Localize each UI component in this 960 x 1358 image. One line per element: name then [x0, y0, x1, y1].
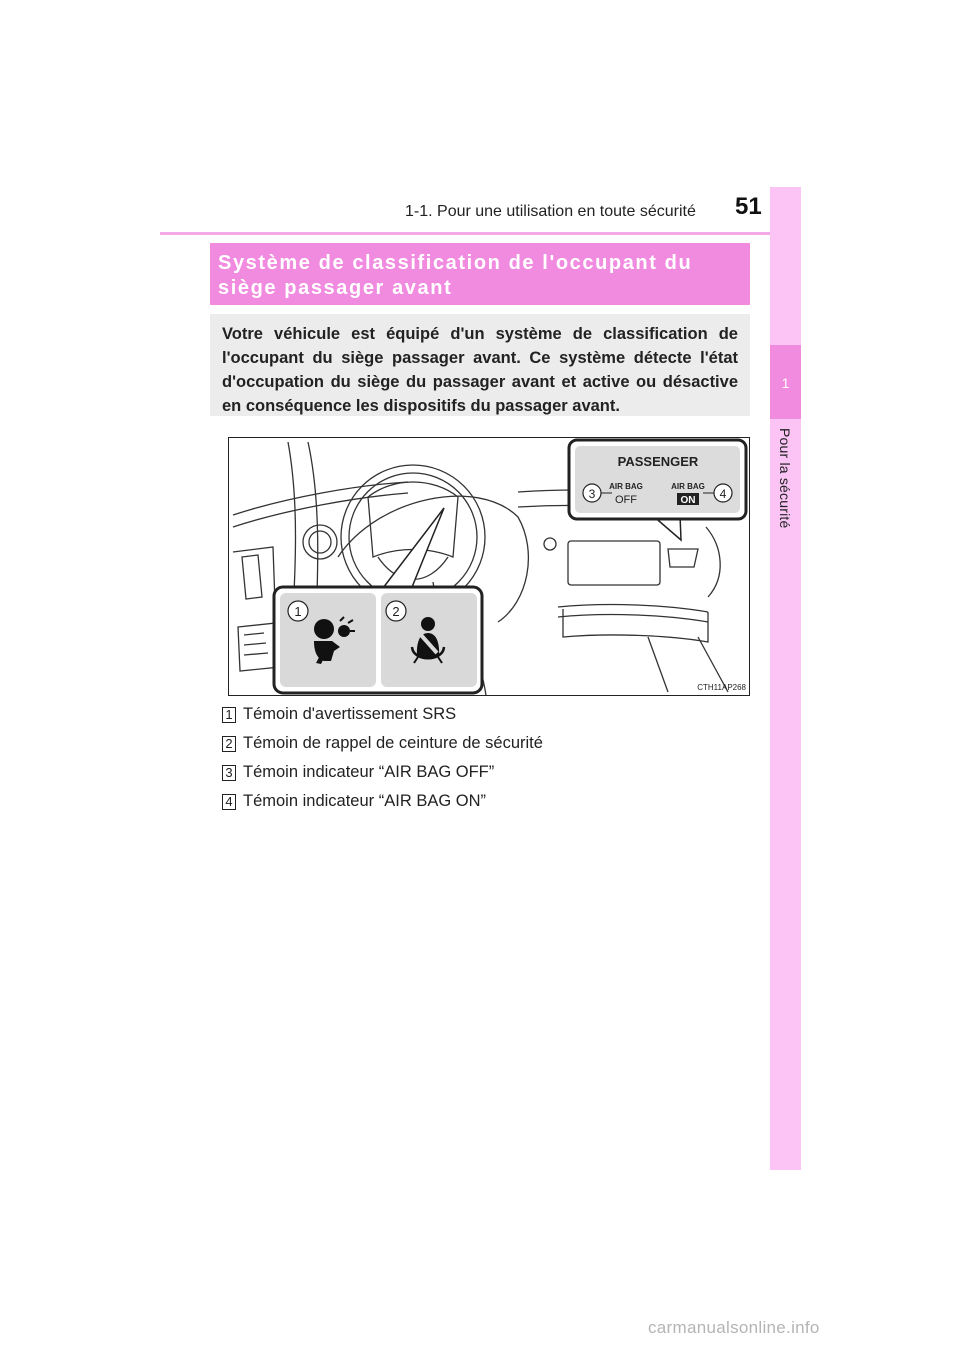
callout-label-1: 1 [294, 604, 302, 619]
section-title-line-1: Système de classification de l'occupant du [218, 252, 693, 274]
legend-list [222, 700, 762, 816]
dashboard-illustration [228, 437, 750, 696]
legend-number-badge: 3 [222, 765, 236, 781]
section-title [210, 243, 750, 305]
legend-number-badge: 1 [222, 707, 236, 723]
callout-badge-4 [714, 484, 732, 502]
legend-item [222, 787, 762, 816]
callout-label-3: 3 [588, 487, 596, 501]
airbag-off-top-label: AIR BAG [609, 482, 643, 491]
header-rule [160, 232, 800, 235]
legend-text: Témoin d'avertissement SRS [243, 705, 457, 723]
legend-number-badge: 2 [222, 736, 236, 752]
legend-number-badge: 4 [222, 794, 236, 810]
airbag-on-bottom-label: ON [680, 495, 696, 506]
legend-item [222, 700, 762, 729]
airbag-off-bottom-label: OFF [615, 494, 637, 506]
airbag-on-top-label: AIR BAG [671, 482, 705, 491]
callout-badge-3 [583, 484, 601, 502]
legend-item [222, 729, 762, 758]
watermark: carmanualsonline.info [648, 1318, 820, 1337]
legend-text: Témoin de rappel de ceinture de sécurité [243, 734, 543, 752]
callout-badge-1 [288, 601, 308, 621]
section-title-line-2: siège passager avant [218, 277, 453, 299]
figure-code: CTH11AP268 [697, 683, 746, 692]
intro-box: Votre véhicule est équipé d'un système de classification de l'occupant du siège passager avant. Ce système détecte l'état d'occupation du siège du passager avant et active ou désactive en conséquence les dispositifs du passager avant. [210, 314, 750, 416]
legend-text: Témoin indicateur “AIR BAG OFF” [243, 763, 495, 781]
passenger-panel-title: PASSENGER [617, 454, 699, 469]
page-number: 51 [735, 193, 762, 220]
side-tab-chapter-label: Pour la sécurité [777, 428, 793, 529]
legend-text: Témoin indicateur “AIR BAG ON” [243, 792, 486, 810]
callout-label-2: 2 [392, 604, 400, 619]
callout-label-4: 4 [719, 487, 727, 501]
side-tab-chapter-number: 1 [781, 375, 790, 391]
legend-item [222, 758, 762, 787]
header-section-path: 1-1. Pour une utilisation en toute sécurité [405, 203, 696, 220]
side-tab [770, 187, 801, 1170]
callout-badge-2 [386, 601, 406, 621]
